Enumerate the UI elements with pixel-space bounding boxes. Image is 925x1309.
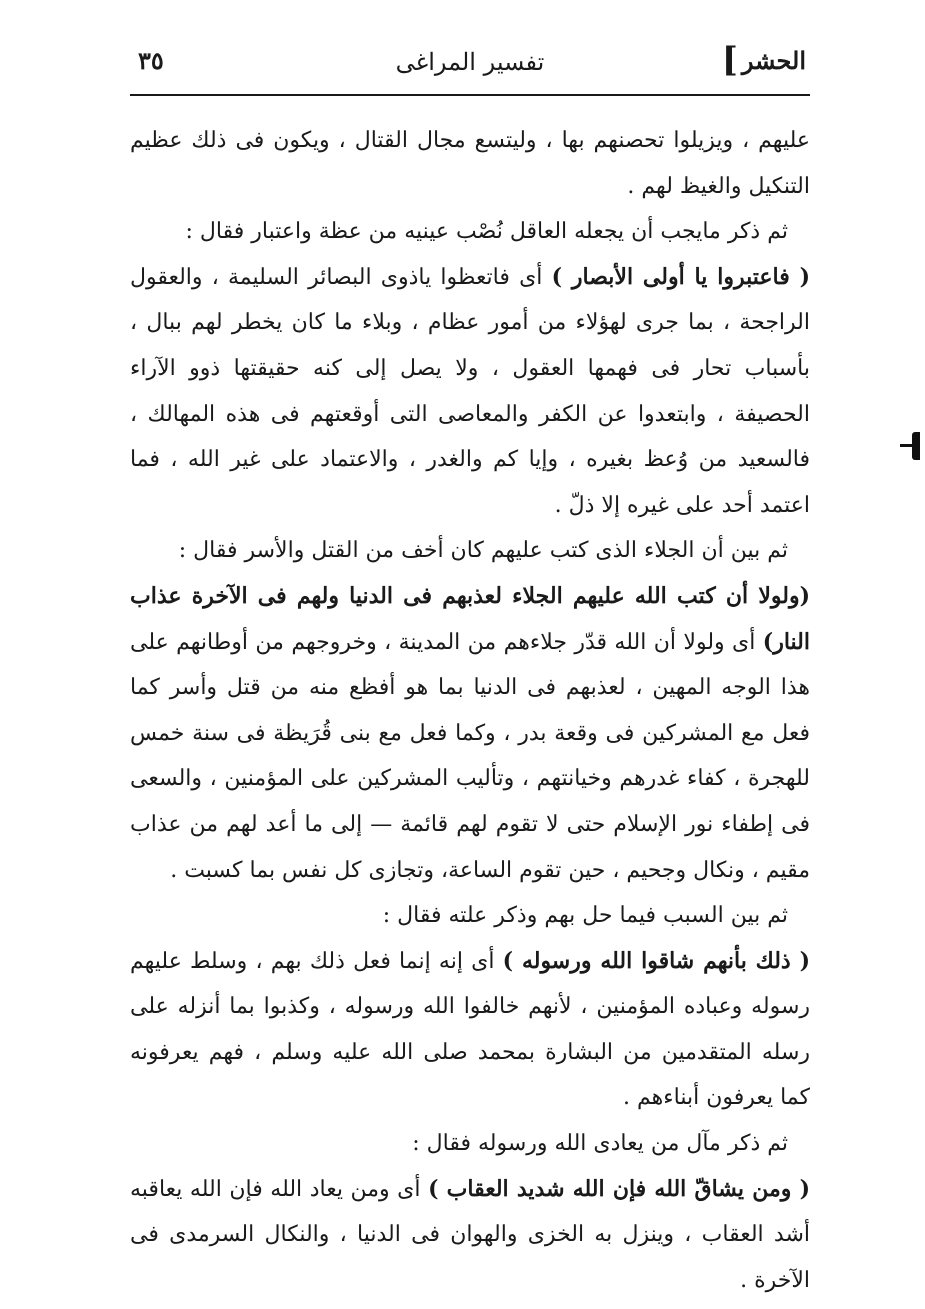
paragraph-text: ثم ذكر مآل من يعادى الله ورسوله فقال : (412, 1131, 788, 1157)
paragraph-text: أى إنه إنما فعل ذلك بهم ، وسلط عليهم رسوله وعباده المؤمنين ، لأنهم خالفوا الله ورسوله ، وكذبوا بما أنزله على رسله المتقدمين من البشارة بمحمد صلى الله عليه وسلم ، فهم يعرفونه كما يعرفون أبناءهم . (130, 948, 810, 1111)
verse-quote: ( ذلك بأنهم شاقوا الله ورسوله ) (502, 947, 810, 974)
paragraph-text: أى ولولا أن الله قدّر جلاءهم من المدينة ، وخروجهم من أوطانهم على هذا الوجه المهين ، لعذبهم فى الدنيا بما هو أفظع منه من قتل وأسر كما فعل مع المشركين فى وقعة بدر ، وكما فعل مع بنى قُرَيظة فى سنة خمس للهجرة ، كفاء غدرهم وخيانتهم ، وتأليب المشركين على المؤمنين ، والسعى فى إطفاء نور الإسلام حتى لا تقوم لهم قائمة — إلى ما أعد لهم من عذاب مقيم ، ونكال وجحيم ، حين تقوم الساعة، وتجازى كل نفس بما كسبت . (130, 629, 810, 883)
header-rule (130, 94, 810, 96)
commentary-paragraph (130, 1167, 810, 1304)
intro-line (130, 528, 810, 574)
verse-quote: ( فاعتبروا يا أولى الأبصار ) (551, 263, 810, 290)
commentary-paragraph (130, 939, 810, 1121)
intro-line (130, 209, 810, 255)
verse-quote: (ولولا أن كتب الله عليهم الجلاء لعذبهم فى الدنيا ولهم فى الآخرة عذاب النار) (130, 582, 810, 655)
paragraph-text: ثم ذكر مايجب أن يجعله العاقل نُصْب عينيه من عظة واعتبار فقال : (185, 219, 788, 245)
paragraph-text: عليهم ، ويزيلوا تحصنهم بها ، وليتسع مجال القتال ، ويكون فى ذلك عظيم التنكيل والغيظ لهم . (130, 128, 810, 199)
intro-line (130, 893, 810, 939)
margin-scan-mark (912, 432, 920, 460)
margin-scan-tick (900, 444, 912, 447)
commentary-paragraph (130, 574, 810, 893)
page-header (130, 40, 810, 96)
paragraph-text: ثم بين أن الجلاء الذى كتب عليهم كان أخف من القتل والأسر فقال : (178, 538, 788, 564)
commentary-paragraph (130, 255, 810, 529)
intro-line (130, 1121, 810, 1167)
commentary-paragraph (130, 118, 810, 209)
surah-name: الحشر (741, 46, 806, 75)
commentary-text (130, 118, 810, 1303)
page-number: ٣٥ (138, 46, 164, 75)
book-title: تفسير المراغى (395, 48, 545, 76)
paragraph-text: ثم بين السبب فيما حل بهم وذكر علته فقال : (382, 903, 788, 929)
paragraph-text: أى فاتعظوا ياذوى البصائر السليمة ، والعقول الراجحة ، بما جرى لهؤلاء من أمور عظام ، وبلاء ما كان يخطر لهم ببال ، بأسباب تحار فى فهمها العقول ، ولا يصل إلى كنه حقيقتها ذوو الآراء الحصيفة ، وابتعدوا عن الكفر والمعاصى التى أوقعتهم فى هذه المهالك ، فالسعيد من وُعظ بغيره ، وإيا كم والغدر ، والاعتماد على غير الله ، فما اعتمد أحد على غيره إلا ذلّ . (130, 264, 810, 518)
paragraph-text: أى ومن يعاد الله فإن الله يعاقبه أشد العقاب ، وينزل به الخزى والهوان فى الدنيا ، والنكال السرمدى فى الآخرة . (130, 1176, 810, 1293)
verse-quote: ( ومن يشاقّ الله فإن الله شديد العقاب ) (428, 1175, 810, 1202)
header-bracket: ] (721, 40, 738, 80)
